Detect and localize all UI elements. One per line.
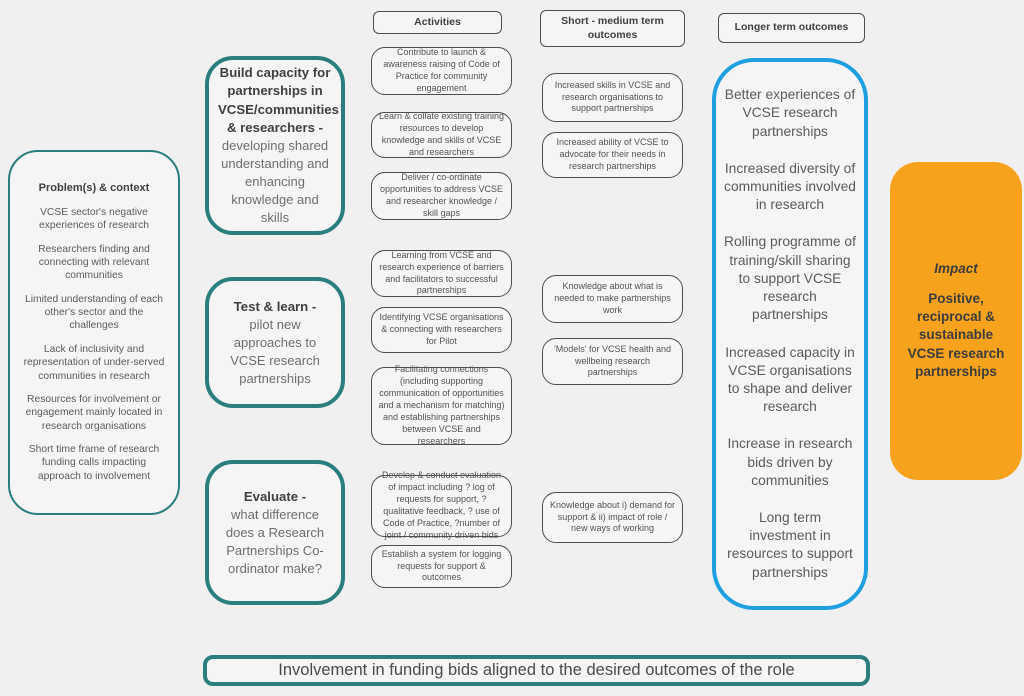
impact-box (890, 162, 1022, 480)
short-medium-outcome-item: Increased ability of VCSE to advocate for their needs in research partnerships (542, 132, 683, 178)
pillar-description: what difference does a Research Partnerships Co-ordinator make? (225, 506, 325, 576)
activity-item: Learning from VCSE and research experience of barriers and facilitators to successful partnerships (371, 250, 512, 297)
problems-item: Short time frame of research funding calls impacting approach to involvement (28, 444, 160, 482)
impact-title: Impact (934, 260, 978, 276)
longer-term-item: Long term investment in resources to support partnerships (727, 509, 853, 580)
longer-term-item: Increased diversity of communities involved in research (724, 160, 856, 213)
longer-term-item: Better experiences of VCSE research partnerships (724, 87, 856, 139)
activity-item: Establish a system for logging requests for support & outcomes (371, 545, 512, 588)
problems-item: Lack of inclusivity and representation of under-served communities in research (23, 343, 165, 382)
impact-text: Positive, reciprocal & sustainable VCSE research partnerships (907, 290, 1005, 379)
activity-item: Identifying VCSE organisations & connecting with researchers for Pilot (371, 307, 512, 353)
pillar-heading: Build capacity for partnerships in VCSE/communities & researchers - (218, 65, 339, 135)
short-medium-outcome-item: 'Models' for VCSE health and wellbeing research partnerships (542, 338, 683, 385)
problems-item: VCSE sector's negative experiences of research (39, 206, 149, 232)
problems-item: Researchers finding and connecting with relevant communities (38, 243, 150, 282)
short-medium-outcome-item: Increased skills in VCSE and research organisations to support partnerships (542, 73, 683, 122)
pillar-heading: Evaluate - (243, 488, 307, 504)
pillar-description: developing shared understanding and enhancing knowledge and skills (221, 138, 329, 225)
activity-item: Develop & conduct evaluation of impact including ? log of requests for support, ? qualitative feedback, ? use of Code of Practice, ?number of joint / community driven bids (371, 475, 512, 537)
longer-term-outcomes-header: Longer term outcomes (718, 13, 865, 43)
pillar-evaluate (205, 460, 345, 605)
longer-term-item: Increased capacity in VCSE organisations to shape and deliver research (725, 344, 855, 415)
longer-term-item: Increase in research bids driven by communities (727, 436, 853, 488)
short-medium-outcome-item: Knowledge about what is needed to make partnerships work (542, 275, 683, 323)
activity-item: Facilitating connections (including supporting communication of opportunities and a mechanism for matching) and establishing partnerships between VCSE and researchers (371, 367, 512, 445)
pillar-description: pilot new approaches to VCSE research partnerships (230, 316, 320, 386)
activity-item: Deliver / co-ordinate opportunities to address VCSE and researcher knowledge / skill gaps (371, 172, 512, 220)
short-medium-outcome-item: Knowledge about i) demand for support & ii) impact of role / new ways of working (542, 492, 683, 543)
footer-banner: Involvement in funding bids aligned to the desired outcomes of the role (203, 655, 870, 686)
longer-term-outcomes-box (712, 58, 868, 610)
short-medium-outcomes-header: Short - medium term outcomes (540, 10, 685, 47)
pillar-test-learn (205, 277, 345, 408)
problems-context-box (8, 150, 180, 515)
longer-term-item: Rolling programme of training/skill sharing to support VCSE research partnerships (724, 234, 856, 323)
problems-item: Limited understanding of each other's sector and the challenges (25, 293, 163, 332)
activity-item: Contribute to launch & awareness raising of Code of Practice for community engagement (371, 47, 512, 95)
pillar-heading: Test & learn - (233, 298, 317, 314)
problems-title: Problem(s) & context (38, 181, 150, 194)
activity-item: Learn & collate existing training resources to develop knowledge and skills of VCSE and researchers (371, 112, 512, 158)
activities-header: Activities (373, 11, 502, 34)
problems-item: Resources for involvement or engagement mainly located in research organisations (25, 393, 163, 432)
pillar-build-capacity (205, 56, 345, 235)
